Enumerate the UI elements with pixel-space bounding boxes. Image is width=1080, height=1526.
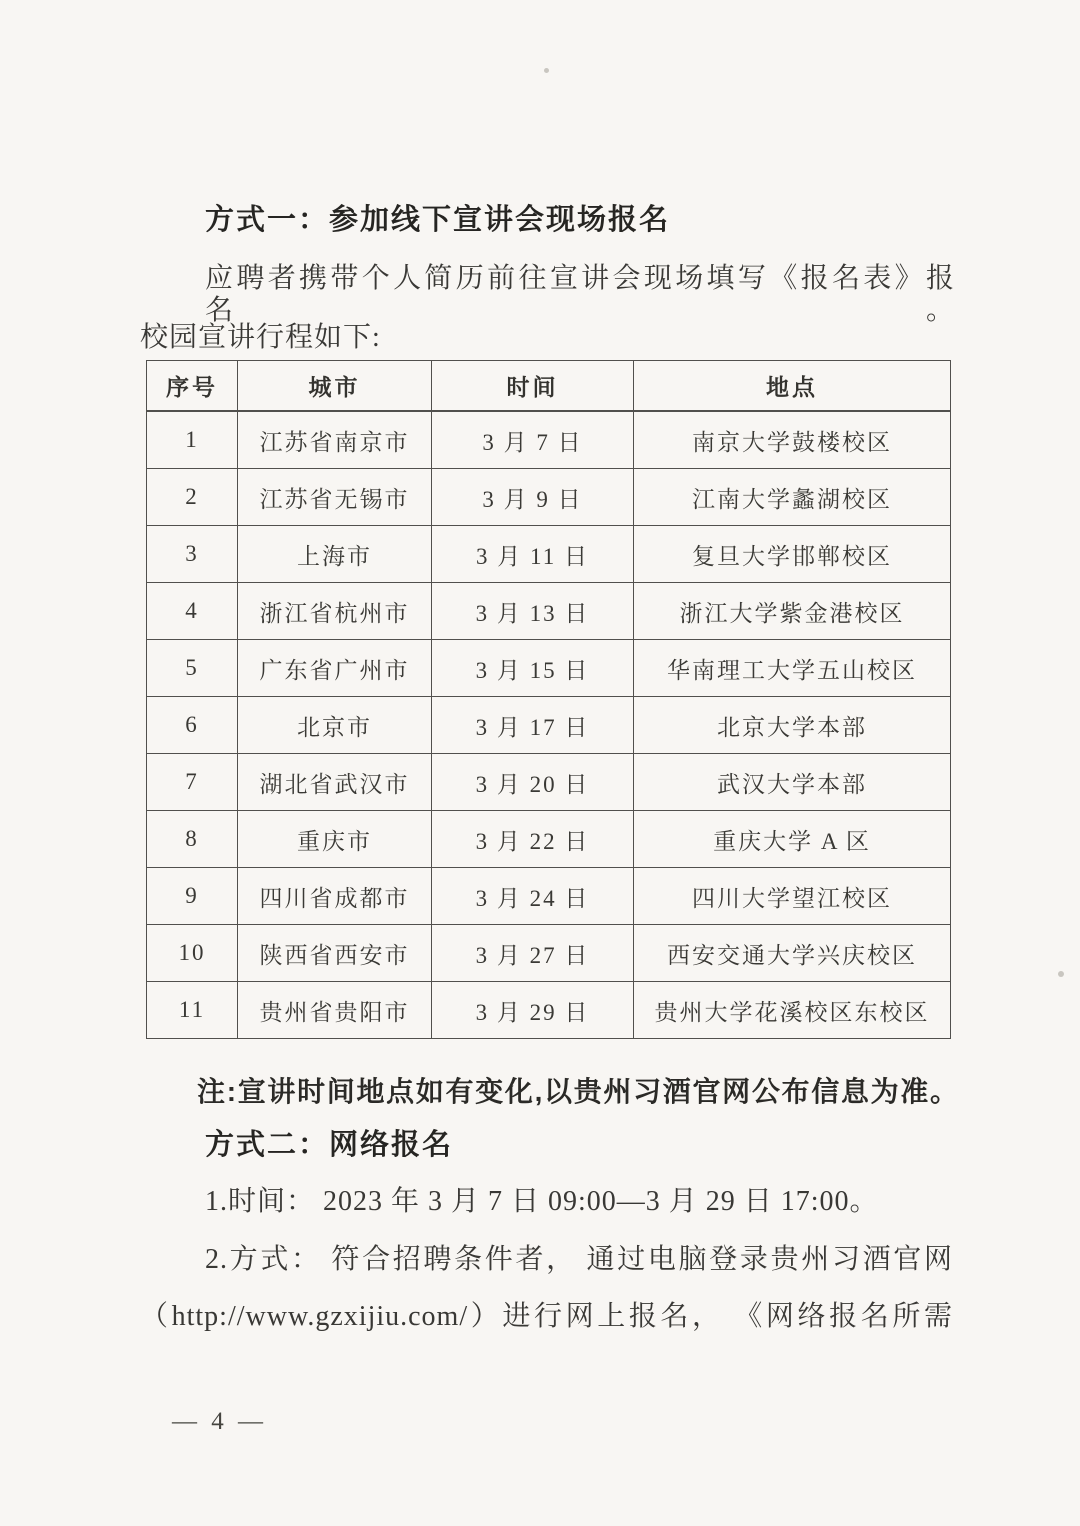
cell-date: 3 月 9 日 (432, 469, 634, 526)
page-number: — 4 — (172, 1408, 267, 1435)
cell-city: 上海市 (238, 526, 432, 583)
scan-artifact (544, 68, 549, 73)
cell-date: 3 月 22 日 (432, 811, 634, 868)
section2-item2-line1: 2.方式： 符合招聘条件者， 通过电脑登录贵州习酒官网 (205, 1244, 953, 1275)
col-header-city: 城市 (238, 361, 432, 412)
cell-no: 3 (147, 526, 238, 583)
table-row (147, 640, 951, 697)
cell-location: 江南大学蠡湖校区 (634, 469, 951, 526)
cell-no: 9 (147, 868, 238, 925)
cell-city: 重庆市 (238, 811, 432, 868)
cell-location: 西安交通大学兴庆校区 (634, 925, 951, 982)
scan-artifact (1058, 971, 1064, 977)
table-row (147, 411, 951, 469)
table-row (147, 526, 951, 583)
cell-city: 湖北省武汉市 (238, 754, 432, 811)
col-header-date: 时间 (432, 361, 634, 412)
cell-city: 浙江省杭州市 (238, 583, 432, 640)
col-header-location: 地点 (634, 361, 951, 412)
cell-location: 武汉大学本部 (634, 754, 951, 811)
cell-location: 北京大学本部 (634, 697, 951, 754)
cell-date: 3 月 17 日 (432, 697, 634, 754)
cell-date: 3 月 11 日 (432, 526, 634, 583)
cell-no: 11 (147, 982, 238, 1039)
cell-city: 广东省广州市 (238, 640, 432, 697)
cell-no: 4 (147, 583, 238, 640)
cell-city: 江苏省无锡市 (238, 469, 432, 526)
table-row (147, 583, 951, 640)
cell-date: 3 月 20 日 (432, 754, 634, 811)
cell-no: 1 (147, 411, 238, 469)
campus-schedule-table (146, 360, 951, 1039)
section1-paragraph-line2: 校园宣讲行程如下: (140, 322, 381, 353)
section2-item2-line2: （http://www.gzxijiu.com/）进行网上报名， 《网络报名所需 (140, 1301, 953, 1332)
cell-no: 10 (147, 925, 238, 982)
schedule-note: 注:宣讲时间地点如有变化,以贵州习酒官网公布信息为准。 (197, 1076, 958, 1107)
cell-no: 6 (147, 697, 238, 754)
cell-no: 2 (147, 469, 238, 526)
table-row (147, 868, 951, 925)
section2-item1: 1.时间： 2023 年 3 月 7 日 09:00—3 月 29 日 17:00。 (205, 1186, 879, 1217)
cell-city: 江苏省南京市 (238, 411, 432, 469)
cell-location: 四川大学望江校区 (634, 868, 951, 925)
cell-date: 3 月 7 日 (432, 411, 634, 469)
cell-no: 7 (147, 754, 238, 811)
cell-date: 3 月 15 日 (432, 640, 634, 697)
cell-location: 南京大学鼓楼校区 (634, 411, 951, 469)
section2-heading: 方式二：网络报名 (205, 1129, 454, 1161)
cell-location: 重庆大学 A 区 (634, 811, 951, 868)
cell-no: 8 (147, 811, 238, 868)
cell-city: 北京市 (238, 697, 432, 754)
section1-heading: 方式一：参加线下宣讲会现场报名 (205, 204, 671, 236)
table-row (147, 811, 951, 868)
cell-date: 3 月 27 日 (432, 925, 634, 982)
section1-paragraph-line1: 应聘者携带个人简历前往宣讲会现场填写《报名表》报名。 (205, 263, 955, 327)
cell-location: 华南理工大学五山校区 (634, 640, 951, 697)
cell-city: 陕西省西安市 (238, 925, 432, 982)
table-row (147, 469, 951, 526)
cell-no: 5 (147, 640, 238, 697)
cell-date: 3 月 24 日 (432, 868, 634, 925)
cell-date: 3 月 13 日 (432, 583, 634, 640)
col-header-no: 序号 (147, 361, 238, 412)
cell-location: 贵州大学花溪校区东校区 (634, 982, 951, 1039)
cell-location: 复旦大学邯郸校区 (634, 526, 951, 583)
cell-location: 浙江大学紫金港校区 (634, 583, 951, 640)
table-row (147, 754, 951, 811)
table-header-row (147, 361, 951, 412)
cell-city: 四川省成都市 (238, 868, 432, 925)
cell-city: 贵州省贵阳市 (238, 982, 432, 1039)
table-row (147, 925, 951, 982)
table-row (147, 697, 951, 754)
table-row (147, 982, 951, 1039)
cell-date: 3 月 29 日 (432, 982, 634, 1039)
